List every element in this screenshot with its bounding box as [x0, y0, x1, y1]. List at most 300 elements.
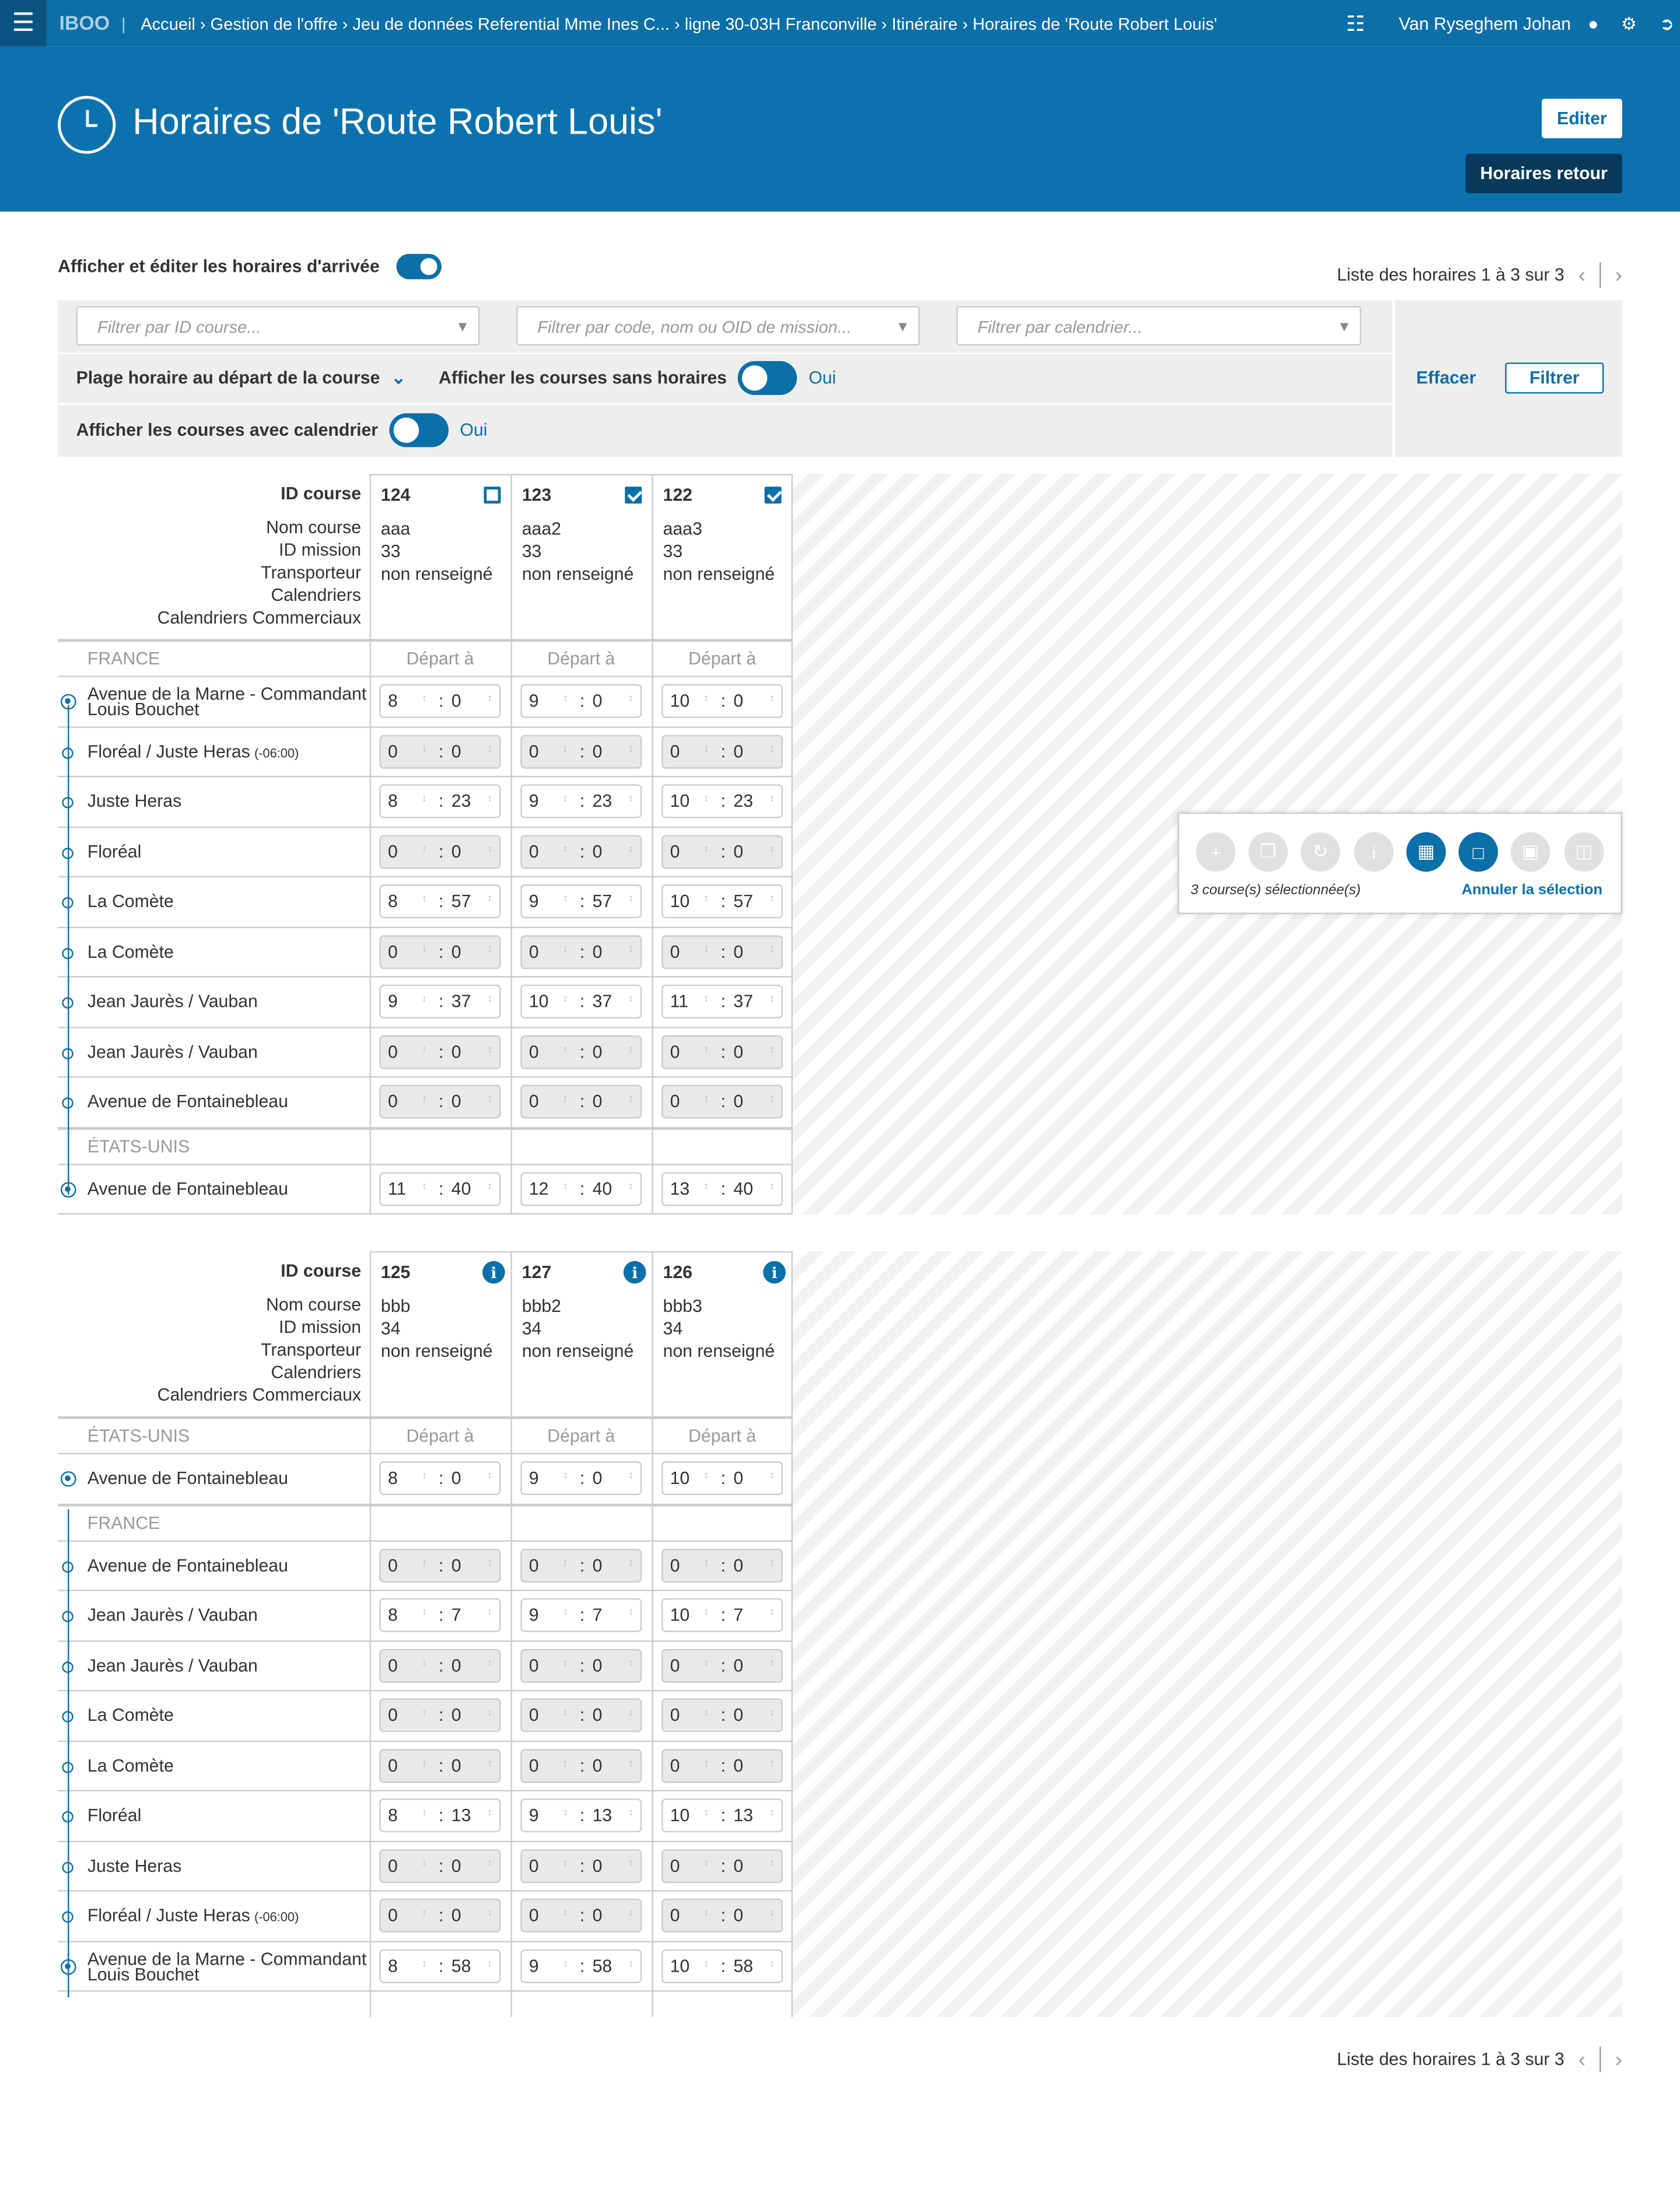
spinner-icon: ↕: [422, 994, 427, 1005]
hour-value: 0: [528, 1856, 539, 1875]
row-label-commercial: Calendriers Commerciaux: [157, 608, 362, 628]
chevron-left-icon[interactable]: ‹: [1578, 262, 1586, 288]
selection-count: 3 course(s) sélectionnée(s): [1190, 883, 1361, 899]
row-label-commercial: Calendriers Commerciaux: [157, 1385, 362, 1405]
colon: :: [579, 1856, 585, 1875]
row-label-name: Nom course: [266, 1294, 362, 1315]
time-input[interactable]: [379, 1798, 501, 1832]
spinner-icon: ↕: [628, 1708, 634, 1718]
colon: :: [720, 741, 726, 761]
spinner-icon: ↕: [704, 1094, 709, 1105]
time-input[interactable]: [520, 1035, 642, 1069]
spinner-icon: ↕: [704, 894, 709, 905]
course-name: aaa2: [522, 519, 561, 539]
stop-name: [87, 1948, 367, 1985]
time-input[interactable]: [379, 834, 501, 868]
carrier: non renseigné: [380, 1341, 493, 1362]
minute-value: 7: [733, 1605, 744, 1625]
spinner-icon: ↕: [628, 1044, 634, 1055]
minute-value: 13: [451, 1805, 471, 1826]
time-input[interactable]: [379, 1461, 501, 1495]
spinner-icon: ↕: [628, 794, 634, 804]
stop-name-text: Avenue de la Marne - Commandant: [87, 1948, 367, 1969]
colon: :: [720, 1041, 726, 1062]
stop-row: [58, 876, 793, 926]
minute-value: 57: [733, 891, 754, 912]
time-input[interactable]: [520, 1849, 642, 1882]
spinner-icon: ↕: [704, 744, 709, 754]
spinner-icon: ↕: [769, 694, 775, 704]
minute-value: 0: [451, 841, 461, 862]
page-header: [0, 47, 1680, 212]
clock-icon: [58, 96, 116, 153]
hour-value: 0: [387, 841, 398, 862]
spinner-icon: ↕: [487, 1181, 492, 1192]
time-input[interactable]: [379, 1949, 501, 1983]
time-input[interactable]: [662, 684, 783, 718]
course-filter-select[interactable]: Filtrer par ID course... ▾: [76, 306, 480, 346]
duplicate-icon[interactable]: ❐: [1248, 832, 1288, 872]
time-input[interactable]: [662, 1949, 783, 1983]
spinner-icon: ↕: [422, 694, 427, 704]
colon: :: [439, 991, 444, 1012]
spinner-icon: ↕: [422, 1958, 427, 1969]
chevron-left-icon[interactable]: ‹: [1578, 2047, 1586, 2071]
hour-value: 0: [387, 1555, 398, 1575]
spinner-icon: ↕: [769, 1094, 775, 1105]
spinner-icon: ↕: [487, 1908, 492, 1919]
spinner-icon: ↕: [704, 844, 709, 855]
spinner-icon: ↕: [562, 944, 568, 954]
time-range-dropdown[interactable]: [76, 367, 406, 388]
timezone-offset: (-06:00): [254, 745, 299, 760]
time-input[interactable]: [520, 935, 642, 968]
time-input[interactable]: [520, 1698, 642, 1732]
departure-header: Départ à: [547, 1426, 615, 1446]
spinner-icon: ↕: [628, 1808, 634, 1818]
course-id: 123: [522, 485, 552, 505]
time-input[interactable]: [662, 784, 783, 818]
stop-name: [87, 1555, 288, 1575]
colon: :: [439, 1605, 444, 1625]
spinner-icon: ↕: [562, 1958, 568, 1969]
hour-value: 12: [528, 1178, 549, 1199]
course-checkbox[interactable]: [765, 487, 782, 503]
info-icon[interactable]: i: [482, 1261, 505, 1284]
time-input[interactable]: [379, 1899, 501, 1933]
time-input[interactable]: [379, 1085, 501, 1119]
calendar-filter-select[interactable]: Filtrer par calendrier... ▾: [956, 306, 1361, 346]
timezone-offset: (-06:00): [254, 1910, 299, 1924]
colon: :: [720, 1905, 726, 1926]
spinner-icon: ↕: [769, 1558, 775, 1568]
minute-value: 0: [733, 841, 744, 862]
time-input[interactable]: [520, 834, 642, 868]
user-name[interactable]: Van Ryseghem Johan: [1398, 13, 1572, 33]
stop-name-text: La Comète: [87, 942, 174, 961]
menu-icon[interactable]: ☰: [0, 0, 47, 47]
spinner-icon: ↕: [422, 944, 427, 954]
chevron-right-icon[interactable]: ›: [1615, 2047, 1622, 2071]
colon: :: [720, 841, 726, 862]
spinner-icon: ↕: [704, 994, 709, 1005]
no-times-toggle[interactable]: [738, 361, 797, 395]
stop-name: [87, 1468, 288, 1489]
time-input[interactable]: [662, 1899, 783, 1933]
spinner-icon: ↕: [487, 1094, 492, 1105]
time-input[interactable]: [379, 1548, 501, 1582]
info-icon[interactable]: i: [624, 1261, 646, 1284]
stop-name: [87, 891, 174, 912]
spinner-icon: ↕: [487, 1558, 492, 1568]
departure-header: Départ à: [688, 649, 757, 669]
colon: :: [720, 1655, 726, 1675]
stop-name-text: Avenue de la Marne - Commandant: [87, 684, 367, 704]
spinner-icon: ↕: [562, 1094, 568, 1105]
colon: :: [439, 1041, 444, 1062]
time-input[interactable]: [662, 1698, 783, 1732]
colon: :: [579, 1178, 585, 1199]
minute-value: 0: [733, 1041, 744, 1062]
time-input[interactable]: [662, 1171, 783, 1205]
colon: :: [579, 1091, 585, 1112]
row-label-calendars: Calendriers: [271, 1362, 362, 1382]
hour-value: 0: [670, 841, 680, 862]
breadcrumb-item[interactable]: Itinéraire: [891, 14, 958, 34]
course-checkbox[interactable]: [484, 487, 501, 503]
colon: :: [439, 891, 444, 912]
spinner-icon: ↕: [628, 744, 634, 754]
spinner-icon: ↕: [562, 1758, 568, 1769]
colon: :: [439, 1955, 444, 1976]
stop-name-text: Floréal / Juste Heras: [87, 741, 250, 761]
minute-value: 0: [592, 1755, 603, 1776]
hour-value: 10: [670, 1955, 690, 1976]
time-input[interactable]: [662, 1598, 783, 1632]
colon: :: [579, 1905, 585, 1926]
spinner-icon: ↕: [487, 994, 492, 1005]
time-input[interactable]: [662, 1035, 783, 1069]
stop-name-text: Jean Jaurès / Vauban: [87, 1041, 258, 1062]
time-input[interactable]: [662, 935, 783, 968]
time-input[interactable]: [520, 1085, 642, 1119]
country-label: ÉTATS-UNIS: [87, 1136, 190, 1156]
hour-value: 0: [387, 1905, 398, 1926]
colon: :: [439, 741, 444, 761]
time-input[interactable]: [379, 1035, 501, 1069]
hour-value: 0: [670, 1755, 680, 1776]
course-id: 125: [380, 1262, 411, 1283]
edit-button[interactable]: Editer: [1542, 99, 1622, 138]
time-input[interactable]: [662, 834, 783, 868]
hour-value: 8: [387, 791, 398, 811]
colon: :: [579, 1605, 585, 1625]
colon: :: [579, 942, 585, 961]
time-input[interactable]: [520, 1598, 642, 1632]
time-input[interactable]: [662, 1849, 783, 1882]
spinner-icon: ↕: [487, 1758, 492, 1769]
hour-value: 10: [670, 1605, 690, 1625]
colon: :: [439, 1555, 444, 1575]
minute-value: 0: [592, 841, 603, 862]
hour-value: 9: [528, 1805, 539, 1826]
minute-value: 40: [733, 1178, 754, 1199]
breadcrumb-item[interactable]: ligne 30-03H Franconville: [684, 14, 877, 34]
hour-value: 0: [387, 1655, 398, 1675]
time-input[interactable]: [520, 784, 642, 818]
spinner-icon: ↕: [769, 944, 775, 954]
time-input[interactable]: [662, 1548, 783, 1582]
trash-icon[interactable]: ◫: [1564, 832, 1604, 872]
spinner-icon: ↕: [562, 1658, 568, 1668]
time-input[interactable]: [379, 1648, 501, 1682]
minute-value: 0: [451, 1856, 461, 1875]
spinner-icon: ↕: [628, 1958, 634, 1969]
gear-icon[interactable]: ⚙: [1621, 14, 1637, 34]
time-input[interactable]: [379, 935, 501, 968]
stop-name-text: Avenue de Fontainebleau: [87, 1091, 288, 1112]
country-label: FRANCE: [87, 649, 160, 669]
spinner-icon: ↕: [562, 1181, 568, 1192]
spinner-icon: ↕: [422, 1758, 427, 1769]
time-input[interactable]: [379, 1598, 501, 1632]
spinner-icon: ↕: [769, 1758, 775, 1769]
page-title: Horaires de 'Route Robert Louis': [132, 100, 663, 143]
stop-row: [58, 776, 793, 826]
info-icon[interactable]: i: [1354, 832, 1394, 872]
no-times-label: Afficher les courses sans horaires: [439, 368, 727, 388]
minute-value: 0: [592, 1091, 603, 1112]
time-input[interactable]: [379, 884, 501, 918]
time-input[interactable]: [520, 985, 642, 1019]
list-icon[interactable]: ☷: [1346, 12, 1365, 36]
hour-value: 0: [670, 1705, 680, 1726]
time-input[interactable]: [520, 684, 642, 718]
course-name: bbb2: [522, 1296, 561, 1317]
departure-header: Départ à: [406, 1426, 474, 1446]
time-input[interactable]: [520, 1748, 642, 1782]
breadcrumb-item[interactable]: Jeu de données Referential Mme Ines C...: [352, 14, 670, 34]
time-input[interactable]: [520, 1899, 642, 1933]
minute-value: 0: [451, 1905, 461, 1926]
spinner-icon: ↕: [769, 1658, 775, 1668]
colon: :: [720, 1091, 726, 1112]
time-input[interactable]: [520, 1949, 642, 1983]
shift-icon[interactable]: ↻: [1300, 832, 1340, 872]
carrier: non renseigné: [663, 1341, 775, 1362]
time-input[interactable]: [520, 884, 642, 918]
info-icon[interactable]: i: [763, 1261, 786, 1284]
time-input[interactable]: [662, 734, 783, 768]
calendar-icon[interactable]: ▦: [1406, 832, 1446, 872]
stop-row: [58, 676, 793, 726]
breadcrumb-item-current: Horaires de 'Route Robert Louis': [972, 14, 1217, 34]
minute-value: 0: [733, 942, 744, 961]
spinner-icon: ↕: [769, 1908, 775, 1919]
mission-id: 33: [380, 541, 401, 562]
stop-row: [58, 726, 793, 776]
stop-name: [87, 741, 299, 761]
course-checkbox[interactable]: [625, 487, 642, 503]
country-row: [58, 1503, 793, 1539]
spinner-icon: ↕: [562, 1471, 568, 1482]
minute-value: 23: [451, 791, 471, 811]
spinner-icon: ↕: [487, 1708, 492, 1718]
stop-name: [87, 1805, 142, 1826]
spinner-icon: ↕: [769, 794, 775, 804]
minute-value: 37: [451, 991, 471, 1012]
departure-header: Départ à: [406, 649, 474, 669]
time-input[interactable]: [520, 1798, 642, 1832]
minute-value: 0: [451, 1041, 461, 1062]
mission-id: 34: [522, 1318, 542, 1339]
time-input[interactable]: [662, 1748, 783, 1782]
minute-value: 40: [451, 1178, 471, 1199]
colon: :: [720, 1605, 726, 1625]
time-input[interactable]: [520, 734, 642, 768]
spinner-icon: ↕: [487, 944, 492, 954]
time-input[interactable]: [379, 1171, 501, 1205]
colon: :: [579, 991, 585, 1012]
spinner-icon: ↕: [422, 1858, 427, 1868]
time-input[interactable]: [379, 784, 501, 818]
hour-value: 0: [528, 1091, 539, 1112]
time-input[interactable]: [379, 985, 501, 1019]
calendar-edit-icon[interactable]: □: [1458, 832, 1498, 872]
arrival-toggle[interactable]: [397, 254, 442, 279]
time-input[interactable]: [520, 1171, 642, 1205]
time-input[interactable]: [520, 1548, 642, 1582]
stop-name-text: La Comète: [87, 1705, 174, 1726]
time-input[interactable]: [662, 1461, 783, 1495]
mission-filter-select[interactable]: Filtrer par code, nom ou OID de mission... ▾: [516, 306, 920, 346]
with-calendar-toggle[interactable]: [389, 414, 449, 447]
arrival-toggle-label: Afficher et éditer les horaires d'arrivée: [58, 257, 380, 276]
time-input[interactable]: [379, 734, 501, 768]
time-input[interactable]: [662, 884, 783, 918]
time-input[interactable]: [662, 1648, 783, 1682]
course-id: 124: [380, 485, 411, 505]
hour-value: 8: [387, 1955, 398, 1976]
row-label-id: ID course: [281, 1261, 362, 1281]
colon: :: [439, 1091, 444, 1112]
country-label: ÉTATS-UNIS: [87, 1426, 190, 1446]
stop-name-text: Jean Jaurès / Vauban: [87, 1655, 258, 1675]
cancel-selection-link[interactable]: Annuler la sélection: [1461, 881, 1602, 899]
colon: :: [439, 791, 444, 811]
return-timetable-button[interactable]: Horaires retour: [1465, 154, 1622, 194]
hour-value: 8: [387, 1805, 398, 1826]
course-name: aaa: [380, 519, 411, 539]
breadcrumb-item[interactable]: Accueil: [141, 14, 195, 34]
spinner-icon: ↕: [769, 994, 775, 1005]
time-input[interactable]: [662, 1798, 783, 1832]
time-input[interactable]: [520, 1648, 642, 1682]
spinner-icon: ↕: [704, 1858, 709, 1868]
stop-name: [87, 1705, 174, 1726]
spinner-icon: ↕: [562, 994, 568, 1005]
clear-button[interactable]: Effacer: [1416, 368, 1476, 388]
spinner-icon: ↕: [769, 1044, 775, 1055]
stop-name-text: Jean Jaurès / Vauban: [87, 1605, 258, 1625]
hour-value: 0: [670, 942, 680, 961]
hour-value: 10: [670, 791, 690, 811]
brand-logo[interactable]: IBOO: [59, 11, 110, 34]
colon: :: [720, 1705, 726, 1726]
departure-header: Départ à: [547, 649, 615, 669]
colon: :: [720, 1555, 726, 1575]
spinner-icon: ↕: [422, 794, 427, 804]
spinner-icon: ↕: [704, 944, 709, 954]
time-input[interactable]: [379, 684, 501, 718]
minute-value: 0: [451, 1468, 461, 1489]
stop-row: [58, 1640, 793, 1690]
spinner-icon: ↕: [562, 1908, 568, 1919]
country-row: [58, 1416, 793, 1453]
time-input[interactable]: [379, 1849, 501, 1882]
hour-value: 11: [387, 1178, 407, 1199]
time-input[interactable]: [379, 1698, 501, 1732]
minute-value: 57: [592, 891, 612, 912]
spinner-icon: ↕: [422, 1658, 427, 1668]
stop-name-text: La Comète: [87, 1755, 174, 1776]
spinner-icon: ↕: [628, 694, 634, 704]
table-bottom-border: [58, 1990, 793, 1992]
minute-value: 0: [592, 1705, 603, 1726]
logout-icon[interactable]: ➲: [1659, 14, 1675, 34]
add-icon[interactable]: +: [1196, 832, 1236, 872]
filter-button[interactable]: Filtrer: [1505, 362, 1604, 393]
colon: :: [720, 991, 726, 1012]
minute-value: 0: [592, 1041, 603, 1062]
hour-value: 0: [670, 1905, 680, 1926]
spinner-icon: ↕: [562, 694, 568, 704]
user-icon[interactable]: ●: [1588, 13, 1599, 33]
row-label-name: Nom course: [266, 517, 362, 538]
spinner-icon: ↕: [422, 1808, 427, 1818]
spinner-icon: ↕: [628, 1608, 634, 1618]
note-icon[interactable]: ▣: [1511, 832, 1550, 872]
hour-value: 0: [387, 1705, 398, 1726]
spinner-icon: ↕: [422, 1094, 427, 1105]
spinner-icon: ↕: [562, 1558, 568, 1568]
hour-value: 0: [528, 841, 539, 862]
time-input[interactable]: [379, 1748, 501, 1782]
stop-marker-icon: [61, 1471, 76, 1487]
spinner-icon: ↕: [487, 1044, 492, 1055]
stop-row: [58, 1539, 793, 1590]
time-input[interactable]: [520, 1461, 642, 1495]
time-input[interactable]: [662, 985, 783, 1019]
timetable-1: [58, 474, 793, 1214]
breadcrumb-item[interactable]: Gestion de l'offre: [210, 14, 338, 34]
minute-value: 0: [733, 1468, 744, 1489]
colon: :: [579, 791, 585, 811]
minute-value: 57: [451, 891, 471, 912]
timetable-2: [58, 1251, 793, 2017]
stop-name: [87, 684, 367, 720]
breadcrumb: | Accueil › Gestion de l'offre › Jeu de données Referential Mme Ines C... › ligne 30-03H Franconville › Itinéraire › Horaires de 'Route Robert Louis': [121, 14, 1217, 34]
stop-name-text: Jean Jaurès / Vauban: [87, 991, 258, 1012]
stop-name: [87, 1755, 174, 1776]
hour-value: 9: [528, 1605, 539, 1625]
minute-value: 23: [733, 791, 754, 811]
stop-row: [58, 1076, 793, 1126]
chevron-right-icon[interactable]: ›: [1615, 262, 1622, 288]
time-input[interactable]: [662, 1085, 783, 1119]
spinner-icon: ↕: [769, 1471, 775, 1482]
stop-name-text: Avenue de Fontainebleau: [87, 1468, 288, 1489]
